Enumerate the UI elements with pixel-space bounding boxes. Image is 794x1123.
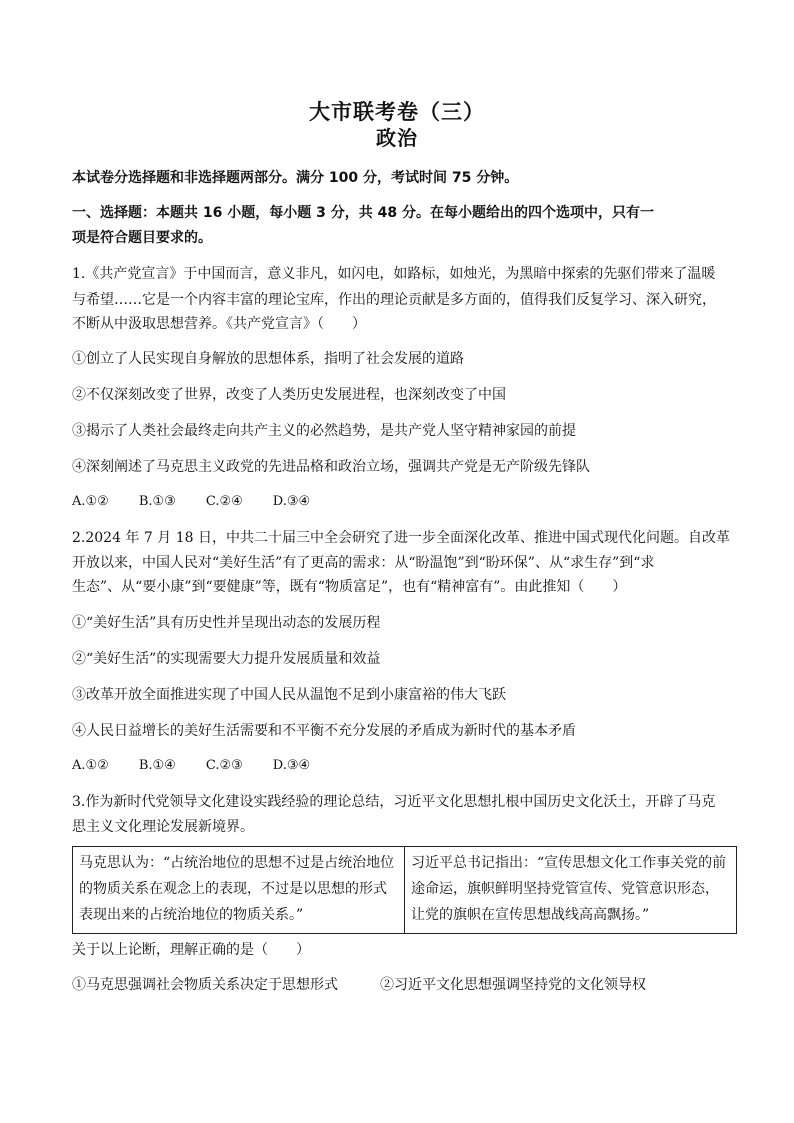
q1-option-4: ④深刻阐述了马克思主义政党的先进品格和政治立场，强调共产党是无产阶级先锋队: [72, 459, 590, 475]
q3-quote-row: [73, 847, 737, 934]
q3-quote-xi: 习近平总书记指出：“宣传思想文化工作事关党的前途命运，旗帜鲜明坚持党管宣传、党管意识形态，让党的旗帜在宣传思想战线高高飘扬。”: [405, 847, 737, 934]
q3-quote-table: [72, 846, 737, 934]
q2-option-2: ②“美好生活”的实现需要大力提升发展质量和效益: [72, 651, 381, 667]
section-heading-line1: 一、选择题：本题共 16 小题，每小题 3 分，共 48 分。在每小题给出的四个选项中，只有一: [72, 205, 654, 221]
q2-option-1: ①“美好生活”具有历史性并呈现出动态的发展历程: [72, 615, 381, 631]
q2-stem-line1: 2.2024 年 7 月 18 日，中共二十届三中全会研究了进一步全面深化改革、推进中国式现代化问题。自改革: [72, 530, 730, 546]
q3-option-2: ②习近平文化思想强调坚持党的文化领导权: [380, 977, 646, 993]
q1-answer-choices: [72, 494, 340, 509]
q3-stem-line2: 思主义文化理论发展新境界。: [72, 819, 254, 835]
exam-title: 大市联考卷（三）: [309, 99, 485, 124]
section-heading-line2: 项是符合题目要求的。: [72, 230, 212, 246]
subject-title: 政治: [376, 126, 418, 150]
q2-stem-line2: 开放以来，中国人民对“美好生活”有了更高的需求：从“盼温饱”到“盼环保”、从“求生存”到“求: [72, 555, 655, 571]
q1-answer-c: C.②④: [205, 494, 243, 509]
q1-stem-line1: 1.《共产党宣言》于中国而言，意义非凡，如闪电，如路标，如烛光，为黑暗中探索的先驱们带来了温暖: [72, 266, 716, 282]
q3-option-1: ①马克思强调社会物质关系决定于思想形式: [72, 977, 338, 993]
exam-intro: 本试卷分选择题和非选择题两部分。满分 100 分，考试时间 75 分钟。: [72, 170, 519, 186]
q3-stem-line1: 3.作为新时代党领导文化建设实践经验的理论总结，习近平文化思想扎根中国历史文化沃土，开辟了马克: [72, 794, 716, 810]
q2-answer-b: B.①④: [138, 758, 176, 773]
q1-option-2: ②不仅深刻改变了世界，改变了人类历史发展进程，也深刻改变了中国: [72, 387, 506, 403]
q2-option-3: ③改革开放全面推进实现了中国人民从温饱不足到小康富裕的伟大飞跃: [72, 687, 506, 703]
q2-answer-c: C.②③: [205, 758, 243, 773]
q2-option-4: ④人民日益增长的美好生活需要和不平衡不充分发展的矛盾成为新时代的基本矛盾: [72, 723, 576, 739]
q1-stem-line2: 与希望……它是一个内容丰富的理论宝库，作出的理论贡献是多方面的，值得我们反复学习、深入研究，: [72, 292, 716, 308]
q2-answer-a: A.①②: [72, 758, 109, 773]
q3-quote-marx: 马克思认为：“占统治地位的思想不过是占统治地位的物质关系在观念上的表现，不过是以思想的形式表现出来的占统治地位的物质关系。”: [73, 847, 405, 934]
q1-answer-d: D.③④: [272, 494, 311, 509]
q1-stem-line3: 不断从中汲取思想营养。《共产党宣言》（ ）: [72, 316, 366, 332]
q1-answer-a: A.①②: [72, 494, 109, 509]
q1-option-1: ①创立了人民实现自身解放的思想体系，指明了社会发展的道路: [72, 351, 464, 367]
q1-option-3: ③揭示了人类社会最终走向共产主义的必然趋势，是共产党人坚守精神家园的前提: [72, 423, 576, 439]
q2-stem-line3: 生态”、从“要小康”到“要健康”等，既有“物质富足”，也有“精神富有”。由此推知（ ）: [72, 579, 627, 595]
q2-answer-choices: [72, 758, 340, 773]
q2-answer-d: D.③④: [272, 758, 311, 773]
q1-answer-b: B.①③: [138, 494, 176, 509]
q3-question: 关于以上论断，理解正确的是（ ）: [72, 942, 310, 958]
